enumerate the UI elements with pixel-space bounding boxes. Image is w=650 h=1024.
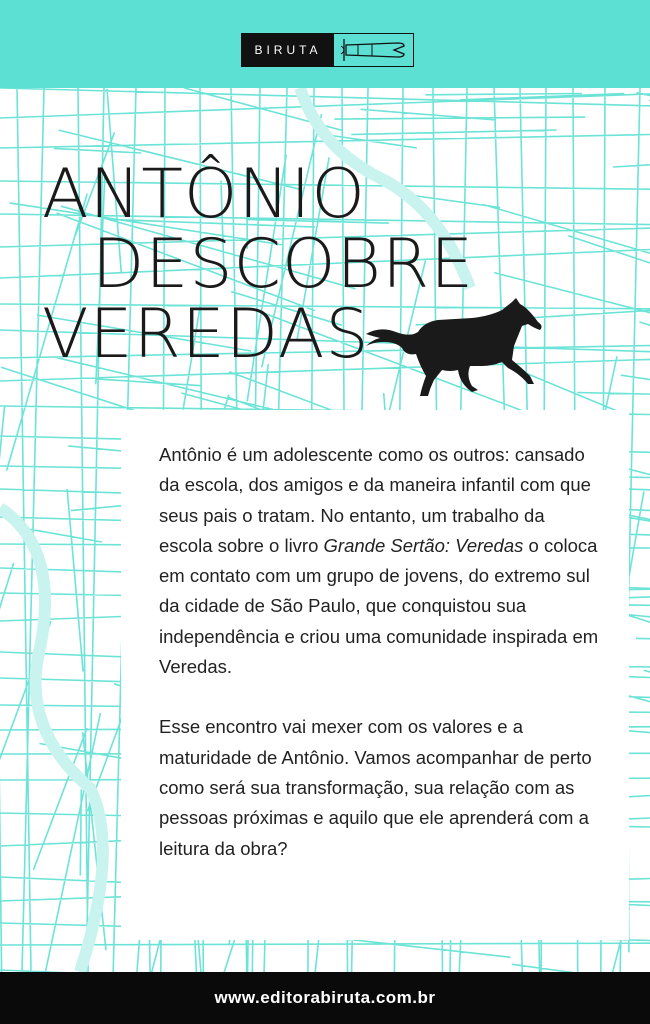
biruta-logo[interactable]	[241, 33, 414, 67]
footer-bar	[0, 972, 650, 1024]
synopsis-text-1a: Antônio é um adolescente como os outros: cansado da escola, dos amigos e da maneira infantil com que seus pais o tratam. No entanto, um trabalho da escola sobre o livro	[159, 444, 591, 556]
title-line-2: DESCOBRE	[92, 225, 475, 304]
synopsis-paragraph-1	[159, 440, 599, 682]
logo-text: BIRUTA	[242, 34, 334, 66]
header-bar	[0, 0, 650, 88]
synopsis-text-1b: o coloca em contato com um grupo de jovens, do extremo sul da cidade de São Paulo, que conquistou sua independência e criou uma comunidade inspirada em Veredas.	[159, 534, 599, 678]
title-line-3: VEREDAS	[42, 295, 370, 374]
horse-icon	[362, 296, 546, 400]
title-line-1: ANTÔNIO	[42, 155, 366, 234]
website-link[interactable]: www.editorabiruta.com.br	[214, 988, 436, 1007]
book-reference: Grande Sertão: Veredas	[323, 534, 524, 556]
synopsis-card	[121, 410, 629, 940]
windsock-icon	[334, 34, 413, 66]
synopsis-paragraph-2: Esse encontro vai mexer com os valores e a maturidade de Antônio. Vamos acompanhar de perto como será sua transformação, sua relação com as pessoas próximas e aquilo que ele aprenderá com a leitura da obra?	[159, 716, 592, 859]
